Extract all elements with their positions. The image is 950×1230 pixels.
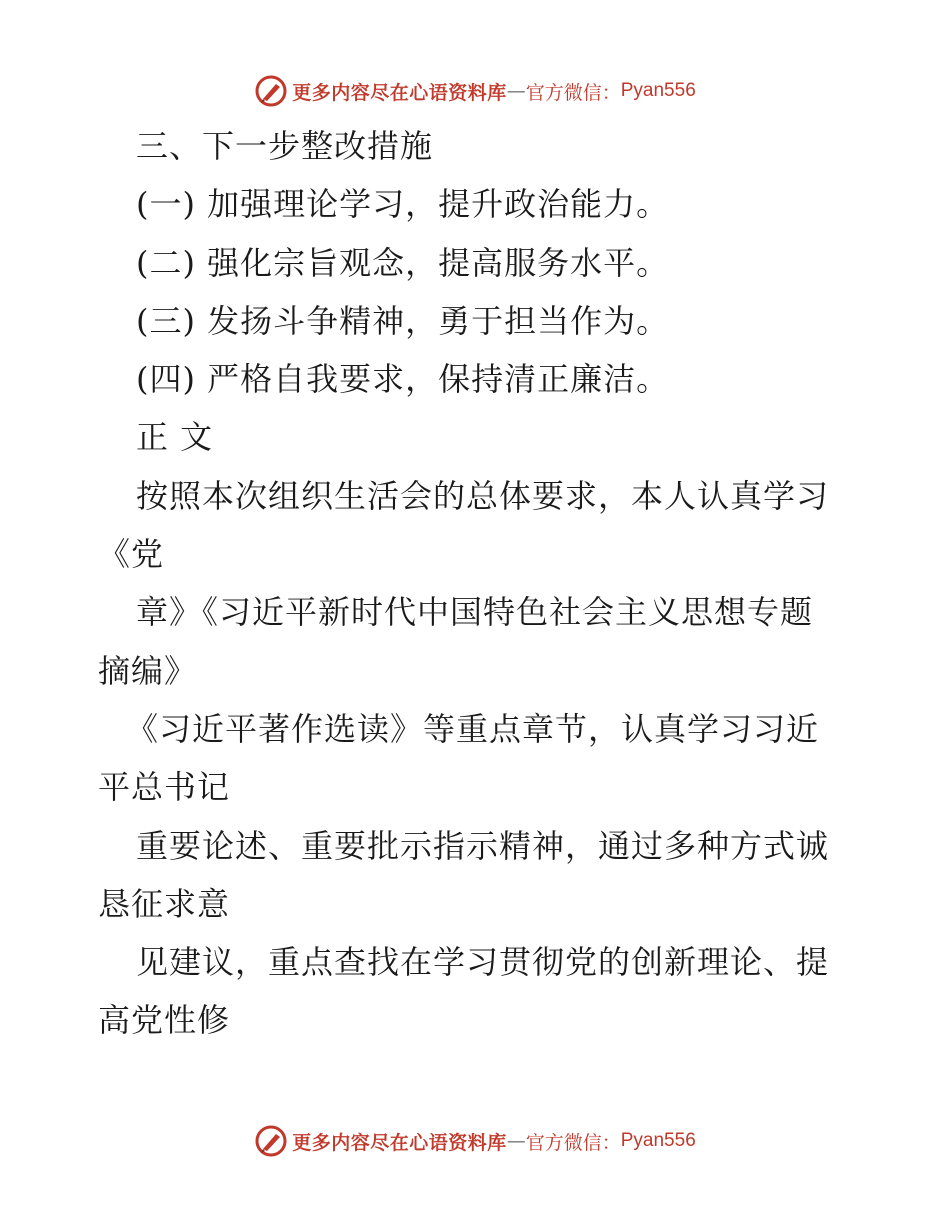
measure-item: (一) 加强理论学习，提升政治能力。 <box>136 185 670 224</box>
watermark-sub-text: 官方微信： <box>525 1131 621 1154</box>
document-body <box>98 117 858 1050</box>
body-paragraph-line: 《习近平著作选读》等重点章节，认真学习习近 <box>126 709 820 748</box>
pen-logo-icon <box>254 74 288 108</box>
watermark-header <box>0 71 950 111</box>
watermark-main-text: 更多内容尽在心语资料库 <box>292 1131 507 1154</box>
watermark-main-text: 更多内容尽在心语资料库 <box>292 81 507 104</box>
body-paragraph-line: 重要论述、重要批示指示精神，通过多种方式诚 <box>136 826 830 865</box>
watermark-sub-text: 官方微信： <box>525 81 621 104</box>
body-paragraph-line: 按照本次组织生活会的总体要求，本人认真学习 <box>136 476 830 515</box>
body-paragraph-line: 恳征求意 <box>98 884 231 923</box>
section-heading: 三、下一步整改措施 <box>136 127 434 165</box>
measure-item: (四) 严格自我要求，保持清正廉洁。 <box>136 360 670 399</box>
body-paragraph-line: 见建议，重点查找在学习贯彻党的创新理论、提 <box>136 943 830 982</box>
watermark-wechat-id: Pyan556 <box>620 80 696 101</box>
measure-item: (三) 发扬斗争精神，勇于担当作为。 <box>136 301 670 340</box>
watermark-dash: — <box>506 80 526 102</box>
body-paragraph-line: 高党性修 <box>98 1001 231 1040</box>
measure-item: (二) 强化宗旨观念，提高服务水平。 <box>136 243 670 282</box>
pen-logo-icon <box>254 1124 288 1158</box>
watermark-footer <box>0 1121 950 1161</box>
watermark-wechat-id: Pyan556 <box>620 1130 696 1151</box>
body-paragraph-line: 《党 <box>98 535 165 574</box>
watermark-dash: — <box>506 1130 526 1152</box>
body-heading: 正 文 <box>136 418 214 457</box>
body-paragraph-line: 平总书记 <box>98 768 231 807</box>
body-paragraph-line: 章》《习近平新时代中国特色社会主义思想专题 <box>136 593 814 632</box>
body-paragraph-line: 摘编》 <box>98 651 198 690</box>
